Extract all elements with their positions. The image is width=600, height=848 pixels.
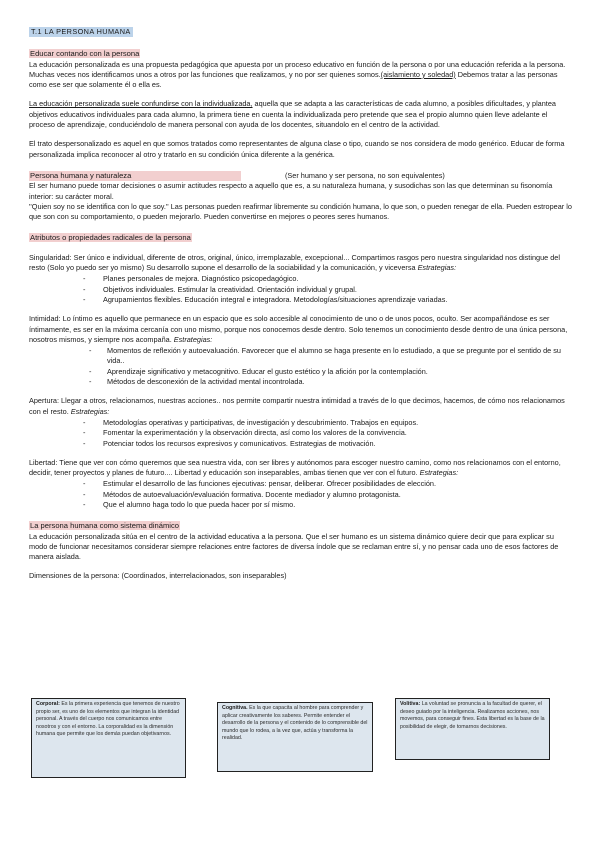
- list-item: - Fomentar la experimentación y la observación directa, así como los valores de la convivencia.: [83, 428, 407, 438]
- list-item-text: Fomentar la experimentación y la observación directa, así como los valores de la convivencia.: [103, 428, 407, 438]
- strategies-label: Estrategias:: [417, 263, 457, 273]
- dimension-label: Corporal:: [36, 701, 60, 707]
- section-heading: Atributos o propiedades radicales de la persona: [30, 233, 191, 243]
- section-heading: Educar contando con la persona: [30, 49, 140, 59]
- paragraph: La educación personalizada sitúa en el centro de la actividad educativa a la persona. Que el ser humano es un sistema dinámico quiere decir que para explicar su modo de funcionar necesitamos considerar siempre relaciones entre factores de diversa índole que se reclaman entre sí, y no pensar cada uno de esos factores de manera aislada.: [29, 531, 559, 562]
- dimension-text: La voluntad se pronuncia a la facultad de querer, el deseo guiado por la inteligencia. Realizamos acciones, nos movemos, para conseguir fines. Esta libertad es la base de la posibilidad de elegir, de tomarnos decisiones.: [400, 701, 545, 730]
- paragraph: [29, 60, 573, 91]
- text: Libertad: Tiene que ver con cómo queremos que sea nuestra vida, con ser libres y autónomos para escoger nuestro camino, como nos relacionamos con el entorno, decidir, tener proyectos y planes de futuro.... Libertad y educación son inseparables, ambas tienen que ver con el futuro.: [29, 457, 561, 478]
- dimensions-boxes: [31, 698, 571, 778]
- paragraph: [29, 99, 573, 130]
- text: aquella que se adapta a las características de cada alumno, a posibles dificultades, y plantea objetivos educativos individuales para cada alumno, la primera tiene en cuenta la individualizada pero pretende que sea el propio alumno quien lleve adelante el proceso de aprendizaje, conduciéndolo de manera personal con ayuda de los docentes, situandolo en el centro de la actividad.: [29, 99, 556, 130]
- list-item-text: Estimular el desarrollo de las funciones ejecutivas: pensar, deliberar. Ofrecer posibilidades de elección.: [103, 479, 436, 489]
- text: Apertura: Llegar a otros, relacionarnos, nuestras acciones.. nos permite compartir nuestra intimidad a través de lo que decimos, hacemos, de cómo nos relacionamos con el resto.: [29, 396, 565, 416]
- list-item: - Agrupamientos flexibles. Educación integral e integradora. Metodologías/situaciones aprendizaje variadas.: [83, 294, 448, 304]
- list-item: - Métodos de desconexión de la actividad mental incontrolada.: [89, 377, 305, 387]
- section-heading: La persona humana como sistema dinámico: [30, 521, 180, 531]
- text: Debemos tratar a las personas como ese ser que solamente él o ella es.: [29, 69, 558, 90]
- list-item: - Momentos de reflexión y autoevaluación. Favorecer que el alumno se haga presente en lo estudiado, a que se pregunte por el sentido de su vida..: [89, 346, 561, 366]
- aside-note: (Ser humano y ser persona, no son equivalentes): [285, 170, 445, 180]
- text: La educación personalizada es una propuesta pedagógica que apuesta por un proceso educativo en función de la persona o por una educación referida a la persona. Muchas veces nos identificamos unos a otros por las funciones que realizamos, y no por ser quienes somos.: [29, 59, 566, 79]
- list-item: - Planes personales de mejora. Diagnóstico psicopedagógico.: [83, 274, 299, 284]
- dimension-label: Cognitiva.: [222, 705, 248, 711]
- strategies-list: [29, 479, 573, 510]
- list-item: - Metodologías operativas y participativas, de investigación y descubrimiento. Trabajos en equipos.: [83, 417, 419, 427]
- strategies-label: Estrategias:: [419, 468, 459, 478]
- strategies-list: [29, 274, 573, 305]
- paragraph-apertura: [29, 396, 573, 417]
- list-item: - Objetivos individuales. Estimular la creatividad. Orientación individual y grupal.: [83, 284, 357, 294]
- strategies-list: [29, 346, 573, 387]
- strategies-list: [29, 418, 573, 449]
- dimension-box-corporal: [31, 698, 186, 778]
- paragraph-singularidad: [29, 253, 573, 274]
- underlined-text: La educación personalizada suele confundirse con la individualizada,: [29, 99, 253, 109]
- paragraph: El trato despersonalizado es aquel en que somos tratados como representantes de alguna clase o tipo, cuando se nos considera de modo genérico. Educar de forma personalizada implica reconocer al otro y tratarlo en su condición única diferente a la genérica.: [29, 139, 565, 159]
- list-item-text: Planes personales de mejora. Diagnóstico psicopedagógico.: [103, 274, 299, 284]
- list-item: - Aprendizaje significativo y metacognitivo. Educar el gusto estético y la afición por la contemplación.: [89, 366, 428, 376]
- list-item-text: Momentos de reflexión y autoevaluación. Favorecer que el alumno se haga presente en lo estudiado, a que se pregunte por el sentido de su vida..: [107, 346, 561, 366]
- underlined-text: (aislamiento y soledad): [380, 69, 456, 79]
- list-item-text: Potenciar todos los recursos expresivos y comunicativos. Estrategias de motivación.: [103, 438, 376, 448]
- dimension-box-cognitiva: [217, 702, 373, 772]
- dimension-text: Es la primera experiencia que tenemos de nuestro propio ser, es uno de los elementos que integran la identidad personal. A través del cuerpo nos comunicamos entre nosotros y con el entorno. La corporalidad es la dimensión humana que permite que los demás puedan objetivarnos.: [36, 701, 180, 738]
- page-title: T.1 LA PERSONA HUMANA: [31, 27, 131, 36]
- list-item: - Estimular el desarrollo de las funciones ejecutivas: pensar, deliberar. Ofrecer posibilidades de elección.: [83, 479, 436, 489]
- list-item-text: Métodos de autoevaluación/evaluación formativa. Docente mediador y alumno protagonista.: [103, 489, 401, 499]
- paragraph-libertad: [29, 458, 573, 479]
- list-item: - Potenciar todos los recursos expresivos y comunicativos. Estrategias de motivación.: [83, 438, 376, 448]
- dimension-text: Es la que capacita al hombre para comprender y aplicar creativamente los saberes. Permite entender el desarrollo de la persona y el contenido de lo comprensible del mundo que lo rodea, a la vez que, actúa y transforma la realidad.: [222, 705, 368, 742]
- dimensions-label: Dimensiones de la persona: (Coordinados, interrelacionados, son inseparables): [29, 571, 287, 581]
- paragraph-intimidad: [29, 314, 573, 345]
- strategies-label: Estrategias:: [173, 334, 213, 344]
- list-item-text: Que el alumno haga todo lo que pueda hacer por sí mismo.: [103, 499, 296, 509]
- dimension-label: Volitiva:: [400, 701, 421, 707]
- dimension-box-volitiva: [395, 698, 550, 760]
- list-item-text: Objetivos individuales. Estimular la creatividad. Orientación individual y grupal.: [103, 284, 357, 294]
- strategies-label: Estrategias:: [70, 406, 110, 416]
- text: Singularidad: Ser único e individual, diferente de otros, original, único, irremplazable, excepcional... Compartimos rasgos pero nuestra singularidad nos distingue del resto (Solo yo puedo ser yo mismo) Su desarrollo supone el desarrollo de la sociabilidad y la comunicación, y viceversa: [29, 252, 560, 273]
- list-item: - Que el alumno haga todo lo que pueda hacer por sí mismo.: [83, 499, 296, 509]
- list-item-text: Metodologías operativas y participativas, de investigación y descubrimiento. Trabajos en equipos.: [103, 417, 419, 427]
- section-heading: Persona humana y naturaleza: [29, 171, 241, 181]
- list-item: - Métodos de autoevaluación/evaluación formativa. Docente mediador y alumno protagonista.: [83, 489, 401, 499]
- list-item-text: Agrupamientos flexibles. Educación integral e integradora. Metodologías/situaciones aprendizaje variadas.: [103, 294, 448, 304]
- list-item-text: Métodos de desconexión de la actividad mental incontrolada.: [107, 377, 305, 387]
- paragraph: El ser humano puede tomar decisiones o asumir actitudes respecto a aquello que es, a su naturaleza humana, y susodichas son las que determinan su fisonomía interior: su carácter moral.: [29, 181, 553, 201]
- text: Intimidad: Lo íntimo es aquello que permanece en un espacio que es solo accesible al conocimiento de uno o de unos pocos, oculto. Ser acompañándose es ser íntimamente, es ser en la máxima cercanía con uno mismo, porque nos conocemos desde dentro. Solo tenemos un conocimiento desde dentro de una única persona, nosotros mismos, y siempre nos acompaña.: [29, 314, 568, 344]
- list-item-text: Aprendizaje significativo y metacognitivo. Educar el gusto estético y la afición por la contemplación.: [107, 366, 428, 376]
- paragraph: ''Quien soy no se identifica con lo que soy.'' Las personas pueden reafirmar libremente su condición humana, lo que son, o pueden renegar de ella. Pueden estropear lo que son con su comportamiento, o pueden mejorarlo. Pueden convertirse en mejores o peores seres humanos.: [29, 201, 572, 222]
